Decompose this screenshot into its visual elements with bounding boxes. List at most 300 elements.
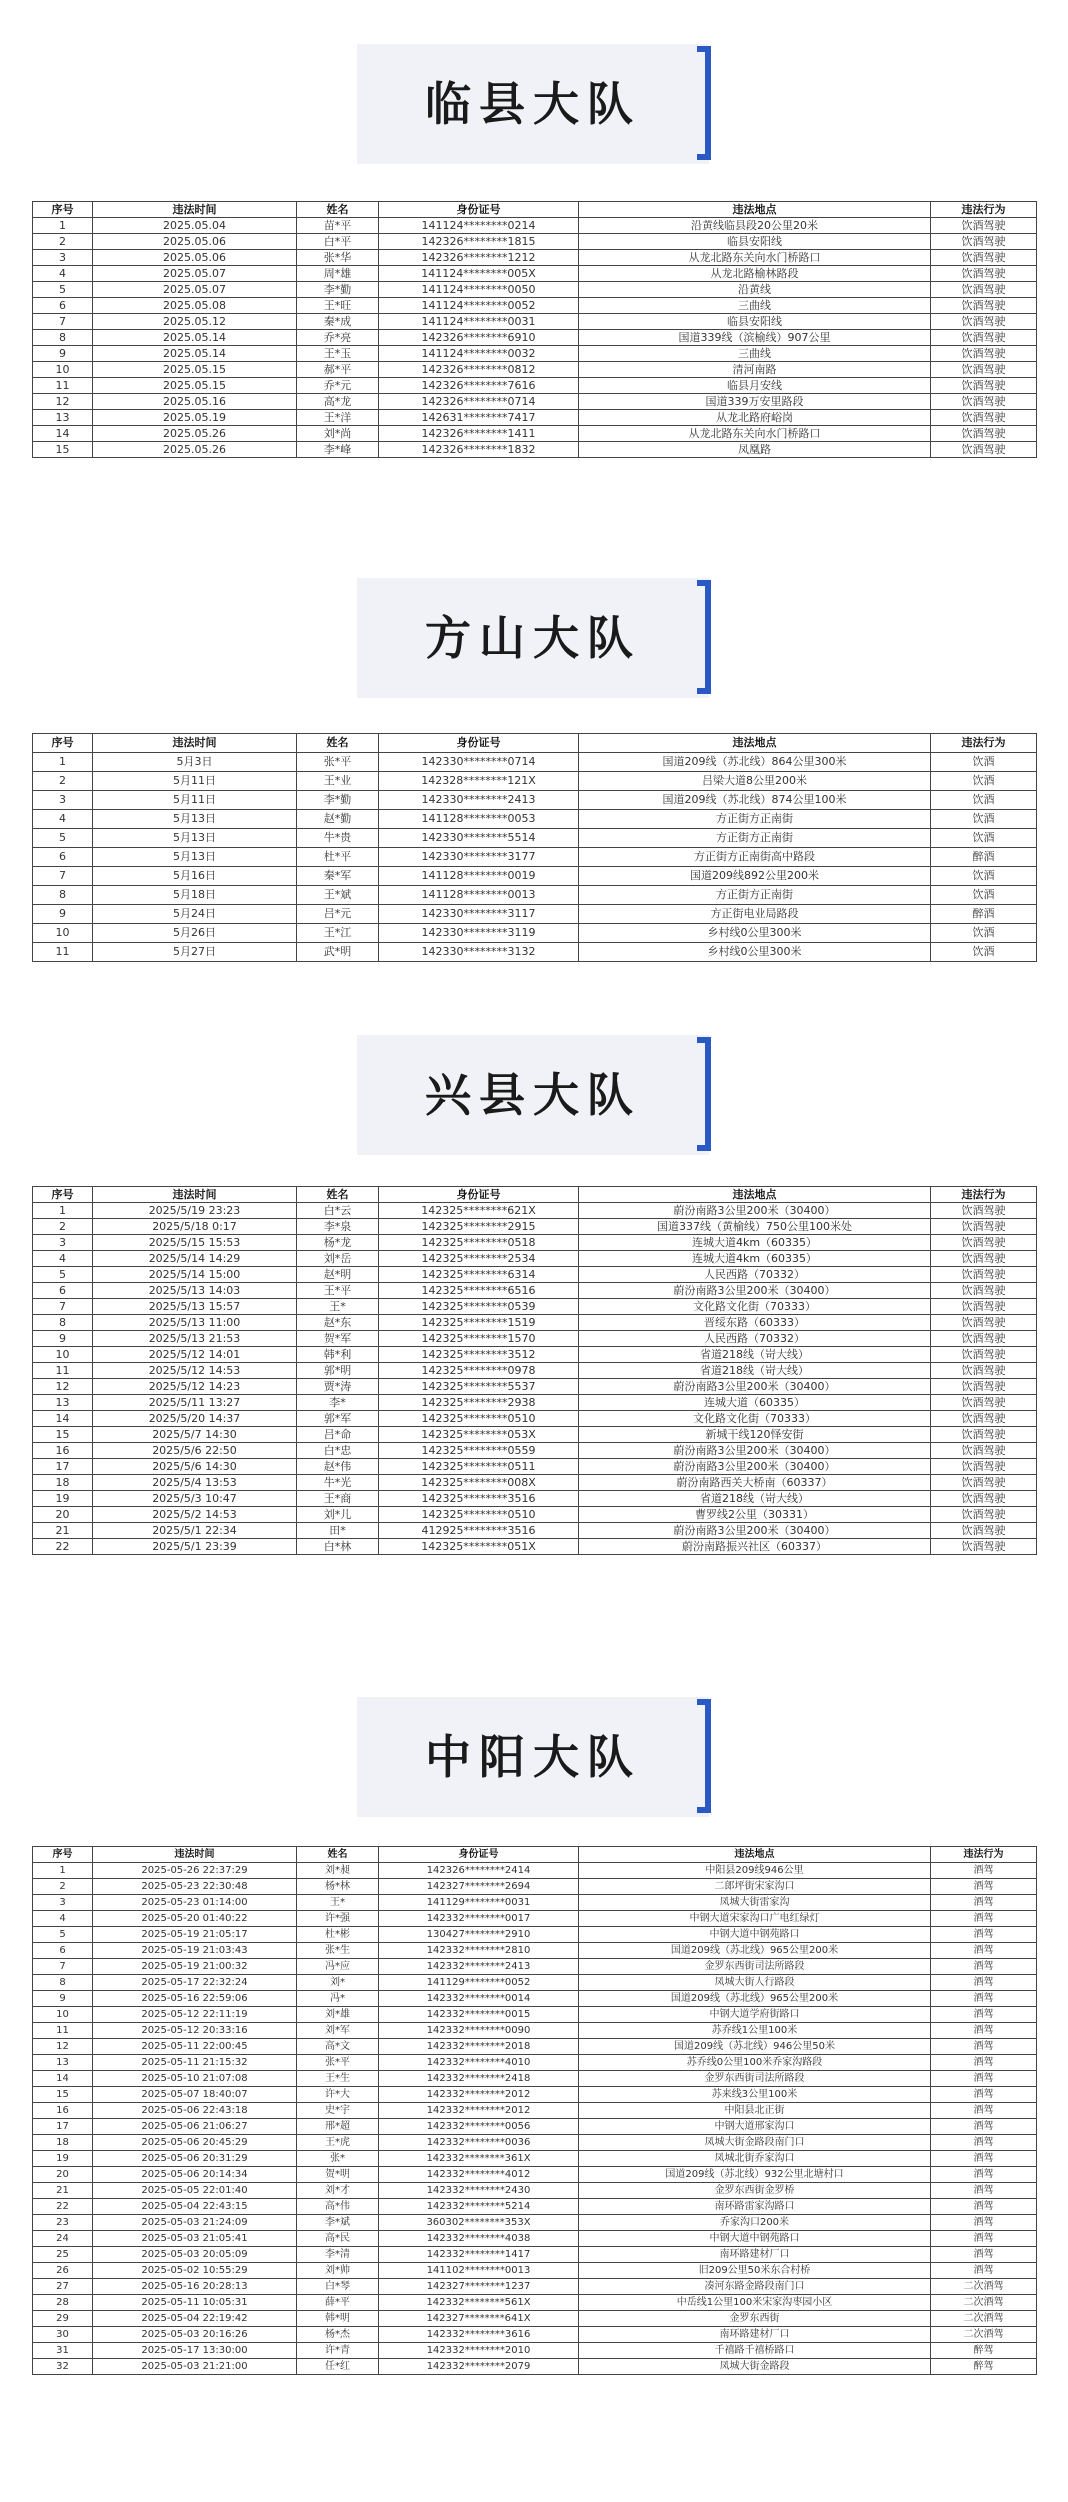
table-cell: 2 <box>33 1219 93 1235</box>
table-cell: 141129********0052 <box>379 1975 579 1991</box>
table-cell: 秦*军 <box>297 867 379 886</box>
table-cell: 酒驾 <box>931 2263 1037 2279</box>
table-cell: 许*强 <box>297 1911 379 1927</box>
table-cell: 凤城大街金路段南门口 <box>579 2135 931 2151</box>
table-cell: 5月11日 <box>93 772 297 791</box>
table-cell: 142326********1815 <box>379 234 579 250</box>
table-row <box>33 2039 1037 2055</box>
table-cell: 临县安阳线 <box>579 314 931 330</box>
table-cell: 2025.05.06 <box>93 250 297 266</box>
table-row <box>33 378 1037 394</box>
table-cell: 王*洋 <box>297 410 379 426</box>
table-cell: 2025.05.16 <box>93 394 297 410</box>
table-cell: 晋绥东路（60333） <box>579 1315 931 1331</box>
table-cell: 饮酒驾驶 <box>931 218 1037 234</box>
table-row <box>33 753 1037 772</box>
table-row <box>33 2279 1037 2295</box>
table-header-row <box>33 202 1037 218</box>
table-cell: 10 <box>33 1347 93 1363</box>
table-cell: 酒驾 <box>931 1943 1037 1959</box>
table-row <box>33 2295 1037 2311</box>
table-row <box>33 442 1037 458</box>
table-cell: 142332********4010 <box>379 2055 579 2071</box>
table-cell: 10 <box>33 2007 93 2023</box>
table-cell: 3 <box>33 791 93 810</box>
column-header: 违法时间 <box>93 1847 297 1863</box>
table-cell: 142326********1212 <box>379 250 579 266</box>
table-cell: 2025/5/14 14:29 <box>93 1251 297 1267</box>
table-row <box>33 1363 1037 1379</box>
table-cell: 酒驾 <box>931 2167 1037 2183</box>
table-cell: 酒驾 <box>931 2023 1037 2039</box>
table-cell: 142332********0017 <box>379 1911 579 1927</box>
table-cell: 王*虎 <box>297 2135 379 2151</box>
table-cell: 142631********7417 <box>379 410 579 426</box>
table-cell: 2025-05-06 20:31:29 <box>93 2151 297 2167</box>
table-cell: 许*大 <box>297 2087 379 2103</box>
table-cell: 酒驾 <box>931 2071 1037 2087</box>
section-title: 方山大队 <box>425 611 641 665</box>
table-row <box>33 1283 1037 1299</box>
table-cell: 酒驾 <box>931 1927 1037 1943</box>
table-cell: 11 <box>33 1363 93 1379</box>
table-cell: 26 <box>33 2263 93 2279</box>
table-cell: 方正街电业局路段 <box>579 905 931 924</box>
table-cell: 142332********4012 <box>379 2167 579 2183</box>
table-cell: 141102********0013 <box>379 2263 579 2279</box>
column-header: 序号 <box>33 202 93 218</box>
table-cell: 142332********3616 <box>379 2327 579 2343</box>
table-cell: 2025-05-06 20:45:29 <box>93 2135 297 2151</box>
table-cell: 杜*平 <box>297 848 379 867</box>
table-cell: 从龙北路府峪岗 <box>579 410 931 426</box>
table-cell: 饮酒驾驶 <box>931 1235 1037 1251</box>
table-cell: 21 <box>33 1523 93 1539</box>
table-cell: 9 <box>33 1991 93 2007</box>
table-cell: 饮酒驾驶 <box>931 1475 1037 1491</box>
table-cell: 27 <box>33 2279 93 2295</box>
table-cell: 蔚汾南路3公里200米（30400） <box>579 1379 931 1395</box>
table-header-row <box>33 1187 1037 1203</box>
table-cell: 17 <box>33 1459 93 1475</box>
table-cell: 2025-05-17 22:32:24 <box>93 1975 297 1991</box>
table-cell: 142327********2694 <box>379 1879 579 1895</box>
table-cell: 蔚汾南路西关大桥南（60337） <box>579 1475 931 1491</box>
table-cell: 2025-05-11 22:00:45 <box>93 2039 297 2055</box>
column-header: 身份证号 <box>379 202 579 218</box>
table-row <box>33 2263 1037 2279</box>
table-cell: 19 <box>33 1491 93 1507</box>
table-cell: 饮酒驾驶 <box>931 1379 1037 1395</box>
table-cell: 2025-05-16 20:28:13 <box>93 2279 297 2295</box>
table-row <box>33 2071 1037 2087</box>
table-cell: 沿黄线 <box>579 282 931 298</box>
table-cell: 8 <box>33 330 93 346</box>
table-cell: 苏乔线0公里100米乔家沟路段 <box>579 2055 931 2071</box>
table-cell: 142325********0511 <box>379 1459 579 1475</box>
table-cell: 临县月安线 <box>579 378 931 394</box>
table-cell: 142327********1237 <box>379 2279 579 2295</box>
table-row <box>33 1959 1037 1975</box>
table-cell: 冯* <box>297 1991 379 2007</box>
table-cell: 15 <box>33 442 93 458</box>
table-cell: 13 <box>33 410 93 426</box>
table-cell: 142325********621X <box>379 1203 579 1219</box>
column-header: 序号 <box>33 1187 93 1203</box>
table-cell: 31 <box>33 2343 93 2359</box>
table-cell: 国道209线（苏北线）874公里100米 <box>579 791 931 810</box>
table-cell: 人民西路（70332） <box>579 1331 931 1347</box>
table-cell: 饮酒驾驶 <box>931 314 1037 330</box>
table-cell: 从龙北路东关向水门桥路口 <box>579 250 931 266</box>
table-cell: 2025/5/12 14:23 <box>93 1379 297 1395</box>
table-cell: 2025-05-07 18:40:07 <box>93 2087 297 2103</box>
table-cell: 2025/5/6 22:50 <box>93 1443 297 1459</box>
table-cell: 2025-05-06 20:14:34 <box>93 2167 297 2183</box>
table-cell: 142332********2810 <box>379 1943 579 1959</box>
table-row <box>33 250 1037 266</box>
table-cell: 2025.05.07 <box>93 266 297 282</box>
table-row <box>33 772 1037 791</box>
table-cell: 饮酒 <box>931 810 1037 829</box>
table-cell: 酒驾 <box>931 1879 1037 1895</box>
table-cell: 142332********0090 <box>379 2023 579 2039</box>
column-header: 违法时间 <box>93 202 297 218</box>
table-cell: 饮酒 <box>931 829 1037 848</box>
table-cell: 吕*命 <box>297 1427 379 1443</box>
table-cell: 蔚汾南路3公里200米（30400） <box>579 1203 931 1219</box>
table-cell: 142325********1570 <box>379 1331 579 1347</box>
table-cell: 13 <box>33 1395 93 1411</box>
bracket-decoration <box>697 580 711 694</box>
table-cell: 2025.05.15 <box>93 378 297 394</box>
table-cell: 贺*明 <box>297 2167 379 2183</box>
table-cell: 142330********5514 <box>379 829 579 848</box>
table-row <box>33 266 1037 282</box>
table-cell: 2025-05-17 13:30:00 <box>93 2343 297 2359</box>
table-cell: 18 <box>33 1475 93 1491</box>
table-cell: 南环路雷家沟路口 <box>579 2199 931 2215</box>
table-cell: 2025.05.14 <box>93 330 297 346</box>
table-cell: 酒驾 <box>931 2103 1037 2119</box>
table-row <box>33 848 1037 867</box>
column-header: 违法地点 <box>579 1187 931 1203</box>
table-cell: 沿黄线临县段20公里20米 <box>579 218 931 234</box>
table-cell: 苏乔线1公里100米 <box>579 2023 931 2039</box>
table-cell: 饮酒驾驶 <box>931 1315 1037 1331</box>
table-cell: 张*平 <box>297 753 379 772</box>
table-cell: 5 <box>33 1267 93 1283</box>
table-cell: 4 <box>33 1251 93 1267</box>
table-cell: 刘*昶 <box>297 1863 379 1879</box>
table-cell: 酒驾 <box>931 1895 1037 1911</box>
table-cell: 国道209线（苏北线）864公里300米 <box>579 753 931 772</box>
table-cell: 国道209线（苏北线）932公里北塘村口 <box>579 2167 931 2183</box>
table-cell: 5月11日 <box>93 791 297 810</box>
table-cell: 12 <box>33 1379 93 1395</box>
table-row <box>33 1863 1037 1879</box>
table-cell: 白*琴 <box>297 2279 379 2295</box>
table-cell: 凤城北街乔家沟口 <box>579 2151 931 2167</box>
table-cell: 方正街方正南街 <box>579 829 931 848</box>
violations-table <box>32 1186 1037 1555</box>
table-cell: 新城干线120怿安街 <box>579 1427 931 1443</box>
table-cell: 2025/5/12 14:53 <box>93 1363 297 1379</box>
table-cell: 中钢大道学府街路口 <box>579 2007 931 2023</box>
table-cell: 7 <box>33 1959 93 1975</box>
table-cell: 饮酒驾驶 <box>931 1507 1037 1523</box>
table-cell: 乡村线0公里300米 <box>579 924 931 943</box>
table-cell: 饮酒驾驶 <box>931 1411 1037 1427</box>
table-cell: 吕*元 <box>297 905 379 924</box>
bracket-decoration <box>697 46 711 160</box>
table-cell: 142332********0015 <box>379 2007 579 2023</box>
table-cell: 国道339线（滨榆线）907公里 <box>579 330 931 346</box>
table-cell: 6 <box>33 298 93 314</box>
table-row <box>33 2199 1037 2215</box>
table-cell: 6 <box>33 848 93 867</box>
table-row <box>33 218 1037 234</box>
table-cell: 142326********6910 <box>379 330 579 346</box>
table-cell: 2025/5/13 21:53 <box>93 1331 297 1347</box>
table-cell: 李*峰 <box>297 442 379 458</box>
table-cell: 2025.05.07 <box>93 282 297 298</box>
table-cell: 2025-05-19 21:03:43 <box>93 1943 297 1959</box>
table-cell: 饮酒驾驶 <box>931 234 1037 250</box>
table-cell: 2025-05-12 22:11:19 <box>93 2007 297 2023</box>
table-cell: 省道218线（岢大线） <box>579 1347 931 1363</box>
table-row <box>33 886 1037 905</box>
table-cell: 省道218线（岢大线） <box>579 1363 931 1379</box>
table-cell: 南环路建材厂口 <box>579 2327 931 2343</box>
table-cell: 7 <box>33 314 93 330</box>
table-cell: 2025/5/19 23:23 <box>93 1203 297 1219</box>
section-title: 临县大队 <box>425 77 641 131</box>
table-row <box>33 1235 1037 1251</box>
table-cell: 饮酒 <box>931 791 1037 810</box>
table-cell: 酒驾 <box>931 2183 1037 2199</box>
table-cell: 酒驾 <box>931 2151 1037 2167</box>
column-header: 序号 <box>33 1847 93 1863</box>
table-row <box>33 1219 1037 1235</box>
table-cell: 赵*东 <box>297 1315 379 1331</box>
table-cell: 酒驾 <box>931 2199 1037 2215</box>
table-row <box>33 362 1037 378</box>
table-cell: 2025.05.26 <box>93 442 297 458</box>
table-cell: 16 <box>33 2103 93 2119</box>
table-cell: 金罗东西街司法所路段 <box>579 1959 931 1975</box>
table-cell: 9 <box>33 1331 93 1347</box>
section-title-box <box>357 578 709 698</box>
table-cell: 12 <box>33 394 93 410</box>
table-cell: 乡村线0公里300米 <box>579 943 931 962</box>
table-cell: 21 <box>33 2183 93 2199</box>
table-cell: 二郎坪街宋家沟口 <box>579 1879 931 1895</box>
table-cell: 1 <box>33 218 93 234</box>
table-cell: 临县安阳线 <box>579 234 931 250</box>
table-cell: 醉酒 <box>931 848 1037 867</box>
table-cell: 凤城大街金路段 <box>579 2359 931 2375</box>
column-header: 姓名 <box>297 1187 379 1203</box>
table-cell: 杨*龙 <box>297 1235 379 1251</box>
table-cell: 2025.05.12 <box>93 314 297 330</box>
table-row <box>33 791 1037 810</box>
table-cell: 4 <box>33 810 93 829</box>
table-cell: 国道339万安里路段 <box>579 394 931 410</box>
table-cell: 2025-05-26 22:37:29 <box>93 1863 297 1879</box>
table-cell: 141128********0013 <box>379 886 579 905</box>
table-cell: 饮酒驾驶 <box>931 394 1037 410</box>
table-cell: 中钢大道中钢苑路口 <box>579 1927 931 1943</box>
table-cell: 142330********2413 <box>379 791 579 810</box>
table-cell: 连城大道（60335） <box>579 1395 931 1411</box>
table-cell: 二次酒驾 <box>931 2295 1037 2311</box>
table-cell: 饮酒驾驶 <box>931 1203 1037 1219</box>
table-cell: 2025-05-11 21:15:32 <box>93 2055 297 2071</box>
table-cell: 2025-05-23 01:14:00 <box>93 1895 297 1911</box>
table-cell: 饮酒 <box>931 943 1037 962</box>
table-cell: 8 <box>33 886 93 905</box>
table-row <box>33 2183 1037 2199</box>
table-cell: 5月24日 <box>93 905 297 924</box>
table-cell: 142326********1832 <box>379 442 579 458</box>
table-row <box>33 1975 1037 1991</box>
table-cell: 142325********0510 <box>379 1507 579 1523</box>
table-row <box>33 1427 1037 1443</box>
table-cell: 饮酒驾驶 <box>931 1491 1037 1507</box>
table-cell: 19 <box>33 2151 93 2167</box>
table-cell: 2025-05-03 21:24:09 <box>93 2215 297 2231</box>
table-cell: 2025/5/13 15:57 <box>93 1299 297 1315</box>
table-cell: 142332********561X <box>379 2295 579 2311</box>
table-cell: 酒驾 <box>931 1959 1037 1975</box>
table-cell: 饮酒 <box>931 772 1037 791</box>
table-cell: 142326********0812 <box>379 362 579 378</box>
table-cell: 142325********5537 <box>379 1379 579 1395</box>
table-cell: 高*龙 <box>297 394 379 410</box>
table-cell: 29 <box>33 2311 93 2327</box>
table-cell: 白*平 <box>297 234 379 250</box>
table-cell: 金罗东西街司法所路段 <box>579 2071 931 2087</box>
table-cell: 金罗东西街金罗桥 <box>579 2183 931 2199</box>
table-cell: 24 <box>33 2231 93 2247</box>
table-cell: 饮酒驾驶 <box>931 298 1037 314</box>
table-row <box>33 2087 1037 2103</box>
table-cell: 刘*雄 <box>297 2007 379 2023</box>
table-cell: 2025-05-04 22:43:15 <box>93 2199 297 2215</box>
table-row <box>33 2119 1037 2135</box>
table-cell: 25 <box>33 2247 93 2263</box>
violations-table <box>32 1846 1037 2375</box>
table-cell: 142332********1417 <box>379 2247 579 2263</box>
table-cell: 2025/5/13 14:03 <box>93 1283 297 1299</box>
table-cell: 142332********2010 <box>379 2343 579 2359</box>
table-cell: 许*青 <box>297 2343 379 2359</box>
table-cell: 醉驾 <box>931 2343 1037 2359</box>
table-cell: 凑河东路金路段南门口 <box>579 2279 931 2295</box>
column-header: 违法地点 <box>579 734 931 753</box>
table-cell: 饮酒驾驶 <box>931 1219 1037 1235</box>
table-cell: 5月16日 <box>93 867 297 886</box>
table-cell: 5 <box>33 1927 93 1943</box>
table-cell: 饮酒驾驶 <box>931 362 1037 378</box>
table-cell: 从龙北路东关向水门桥路口 <box>579 426 931 442</box>
table-cell: 142326********2414 <box>379 1863 579 1879</box>
table-cell: 142332********2079 <box>379 2359 579 2375</box>
table-cell: 从龙北路榆林路段 <box>579 266 931 282</box>
table-cell: 2025-05-05 22:01:40 <box>93 2183 297 2199</box>
table-row <box>33 1251 1037 1267</box>
table-cell: 142325********008X <box>379 1475 579 1491</box>
table-cell: 2025-05-03 20:05:09 <box>93 2247 297 2263</box>
table-cell: 142325********3516 <box>379 1491 579 1507</box>
table-cell: 5月26日 <box>93 924 297 943</box>
table-cell: 142330********0714 <box>379 753 579 772</box>
table-row <box>33 1895 1037 1911</box>
table-cell: 142325********051X <box>379 1539 579 1555</box>
table-cell: 11 <box>33 943 93 962</box>
table-cell: 酒驾 <box>931 2247 1037 2263</box>
table-row <box>33 1411 1037 1427</box>
table-cell: 苗*平 <box>297 218 379 234</box>
table-cell: 饮酒驾驶 <box>931 250 1037 266</box>
table-row <box>33 905 1037 924</box>
table-cell: 蔚汾南路3公里200米（30400） <box>579 1459 931 1475</box>
table-cell: 6 <box>33 1943 93 1959</box>
table-cell: 142332********0014 <box>379 1991 579 2007</box>
table-row <box>33 1459 1037 1475</box>
table-cell: 酒驾 <box>931 2119 1037 2135</box>
table-row <box>33 2135 1037 2151</box>
table-cell: 142330********3119 <box>379 924 579 943</box>
table-cell: 王*商 <box>297 1491 379 1507</box>
table-cell: 三曲线 <box>579 346 931 362</box>
table-cell: 张*平 <box>297 2055 379 2071</box>
table-cell: 14 <box>33 426 93 442</box>
table-cell: 142332********2012 <box>379 2087 579 2103</box>
table-cell: 5月13日 <box>93 829 297 848</box>
table-cell: 142325********0510 <box>379 1411 579 1427</box>
table-row <box>33 1943 1037 1959</box>
table-cell: 白*云 <box>297 1203 379 1219</box>
table-cell: 5 <box>33 829 93 848</box>
table-cell: 142332********361X <box>379 2151 579 2167</box>
table-cell: 2025-05-03 20:16:26 <box>93 2327 297 2343</box>
section-title: 中阳大队 <box>425 1730 641 1784</box>
table-row <box>33 330 1037 346</box>
table-row <box>33 2007 1037 2023</box>
table-cell: 饮酒 <box>931 753 1037 772</box>
table-cell: 1 <box>33 753 93 772</box>
table-cell: 2025/5/1 22:34 <box>93 1523 297 1539</box>
table-row <box>33 1299 1037 1315</box>
table-cell: 蔚汾南路3公里200米（30400） <box>579 1443 931 1459</box>
table-cell: 2025.05.08 <box>93 298 297 314</box>
table-row <box>33 1491 1037 1507</box>
table-cell: 杜*彬 <box>297 1927 379 1943</box>
table-cell: 王*生 <box>297 2071 379 2087</box>
column-header: 违法时间 <box>93 734 297 753</box>
table-cell: 酒驾 <box>931 2087 1037 2103</box>
table-cell: 2025-05-12 20:33:16 <box>93 2023 297 2039</box>
table-cell: 142325********6516 <box>379 1283 579 1299</box>
table-cell: 141124********0214 <box>379 218 579 234</box>
table-cell: 4 <box>33 1911 93 1927</box>
table-cell: 王* <box>297 1895 379 1911</box>
table-cell: 邢*超 <box>297 2119 379 2135</box>
table-cell: 王*江 <box>297 924 379 943</box>
table-cell: 中钢大道中钢苑路口 <box>579 2231 931 2247</box>
